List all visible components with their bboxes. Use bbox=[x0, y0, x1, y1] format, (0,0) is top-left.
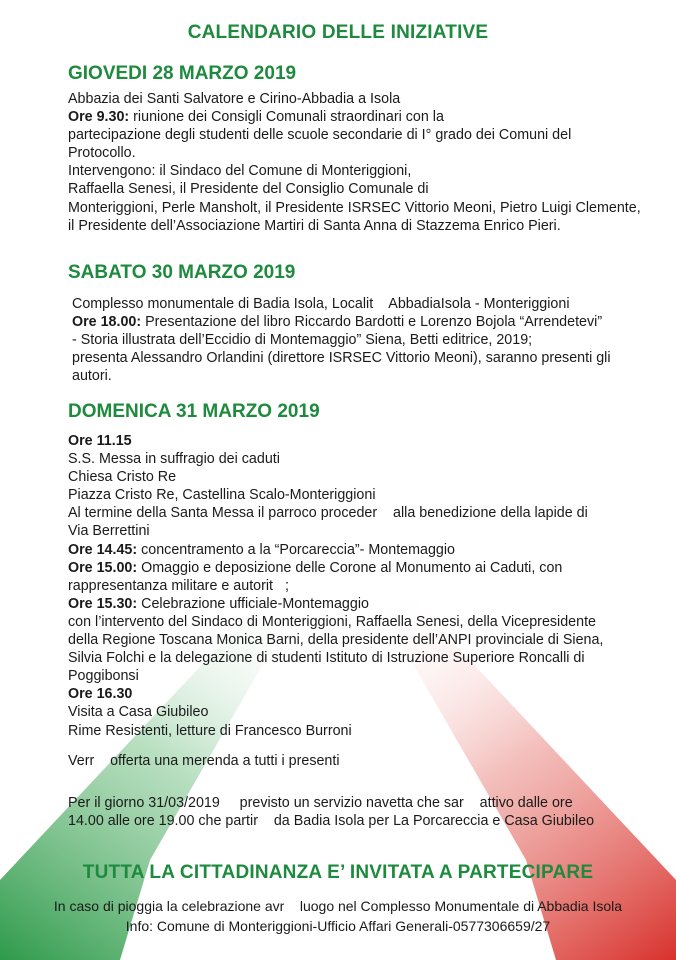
day2-heading: SABATO 30 MARZO 2019 bbox=[68, 262, 296, 283]
day1-location: Abbazia dei Santi Salvatore e Cirino-Abbadia a Isola bbox=[68, 91, 401, 107]
day2-text-line: autori. bbox=[72, 368, 112, 385]
day3-text-line: Via Berrettini bbox=[68, 523, 150, 540]
day1-event-line bbox=[68, 108, 641, 126]
day3-event-text: Omaggio e deposizione delle Corone al Monumento ai Caduti, con bbox=[137, 559, 563, 576]
day1-text-line: Monteriggioni, Perle Mansholt, il Presidente ISRSEC Vittorio Meoni, Pietro Luigi Clemente, bbox=[68, 199, 641, 216]
day2-section bbox=[72, 295, 611, 385]
day3-heading: DOMENICA 31 MARZO 2019 bbox=[68, 401, 320, 422]
day3-text-line: della Regione Toscana Monica Barni, della presidente dell’ANPI provinciale di Siena, bbox=[68, 632, 604, 649]
day1-time: Ore 9.30: bbox=[68, 109, 130, 126]
shuttle-note-cont: 14.00 alle ore 19.00 che partir da Badia Isola per La Porcareccia e Casa Giubileo bbox=[68, 812, 595, 829]
day3-text-line: Piazza Cristo Re, Castellina Scalo-Monteriggioni bbox=[68, 487, 376, 504]
day1-text-line: Protocollo. bbox=[68, 145, 136, 162]
day1-section bbox=[68, 90, 641, 235]
day3-section bbox=[68, 432, 603, 830]
rain-notice: In caso di pioggia la celebrazione avr luogo nel Complesso Monumentale di Abbadia Isola bbox=[53, 898, 623, 914]
day3-time: Ore 15.00: bbox=[68, 559, 138, 576]
day3-text-line: Al termine della Santa Messa il parroco proceder alla benedizione della lapide di bbox=[68, 505, 588, 522]
day1-heading: GIOVEDI 28 MARZO 2019 bbox=[68, 63, 297, 84]
day3-event-text: concentramento a la “Porcareccia”- Montemaggio bbox=[137, 541, 456, 558]
day3-text-line: Chiesa Cristo Re bbox=[68, 469, 177, 486]
day3-text-line: Rime Resistenti, letture di Francesco Burroni bbox=[68, 722, 352, 739]
day2-text-line: presenta Alessandro Orlandini (direttore ISRSEC Vittorio Meoni), saranno presenti gli bbox=[72, 350, 611, 367]
invitation-banner: TUTTA LA CITTADINANZA E’ INVITATA A PARTECIPARE bbox=[82, 862, 594, 883]
day3-event-text: Celebrazione ufficiale-Montemaggio bbox=[137, 595, 369, 612]
day3-text-line: Visita a Casa Giubileo bbox=[68, 704, 209, 721]
day2-event-text: Presentazione del libro Riccardo Bardotti e Lorenzo Bojola “Arrendetevi” bbox=[141, 314, 603, 331]
day1-text-line: il Presidente dell’Associazione Martiri di Santa Anna di Stazzema Enrico Pieri. bbox=[68, 217, 561, 234]
day3-time: Ore 11.15 bbox=[68, 433, 132, 449]
day2-text-line: - Storia illustrata dell’Eccidio di Montemaggio” Siena, Betti editrice, 2019; bbox=[72, 332, 533, 349]
day3-text-line: rappresentanza militare e autorit ; bbox=[68, 577, 289, 594]
day3-event-line bbox=[68, 559, 603, 577]
day3-text-line: Poggibonsi bbox=[68, 668, 139, 685]
day3-time: Ore 14.45: bbox=[68, 541, 138, 558]
day1-event-text: riunione dei Consigli Comunali straordinari con la bbox=[129, 109, 444, 126]
merenda-note: Verr offerta una merenda a tutti i presenti bbox=[68, 752, 340, 769]
day1-text-line: Intervengono: il Sindaco del Comune di Monteriggioni, bbox=[68, 163, 412, 180]
day2-time: Ore 18.00: bbox=[72, 314, 142, 331]
day1-text-line: Raffaella Senesi, il Presidente del Consiglio Comunale di bbox=[68, 181, 429, 198]
day2-location: Complesso monumentale di Badia Isola, Localit AbbadiaIsola - Monteriggioni bbox=[72, 296, 570, 312]
day3-event-line bbox=[68, 541, 603, 559]
day3-text-line: Silvia Folchi e la delegazione di studenti Istituto di Istruzione Superiore Roncalli di bbox=[68, 650, 585, 667]
day3-event-line bbox=[68, 595, 603, 613]
shuttle-note: Per il giorno 31/03/2019 previsto un servizio navetta che sar attivo dalle ore bbox=[68, 794, 573, 811]
info-contact: Info: Comune di Monteriggioni-Ufficio Affari Generali-0577306659/27 bbox=[125, 918, 551, 934]
day3-time: Ore 16.30 bbox=[68, 686, 133, 703]
day3-text-line: S.S. Messa in suffragio dei caduti bbox=[68, 451, 280, 468]
page-title: CALENDARIO DELLE INIZIATIVE bbox=[187, 22, 489, 43]
day1-text-line: partecipazione degli studenti delle scuole secondarie di I° grado dei Comuni del bbox=[68, 127, 572, 144]
day3-time: Ore 15.30: bbox=[68, 595, 138, 612]
day2-event-line bbox=[72, 313, 611, 331]
day3-text-line: con l’intervento del Sindaco di Monteriggioni, Raffaella Senesi, della Vicepresidente bbox=[68, 613, 596, 630]
